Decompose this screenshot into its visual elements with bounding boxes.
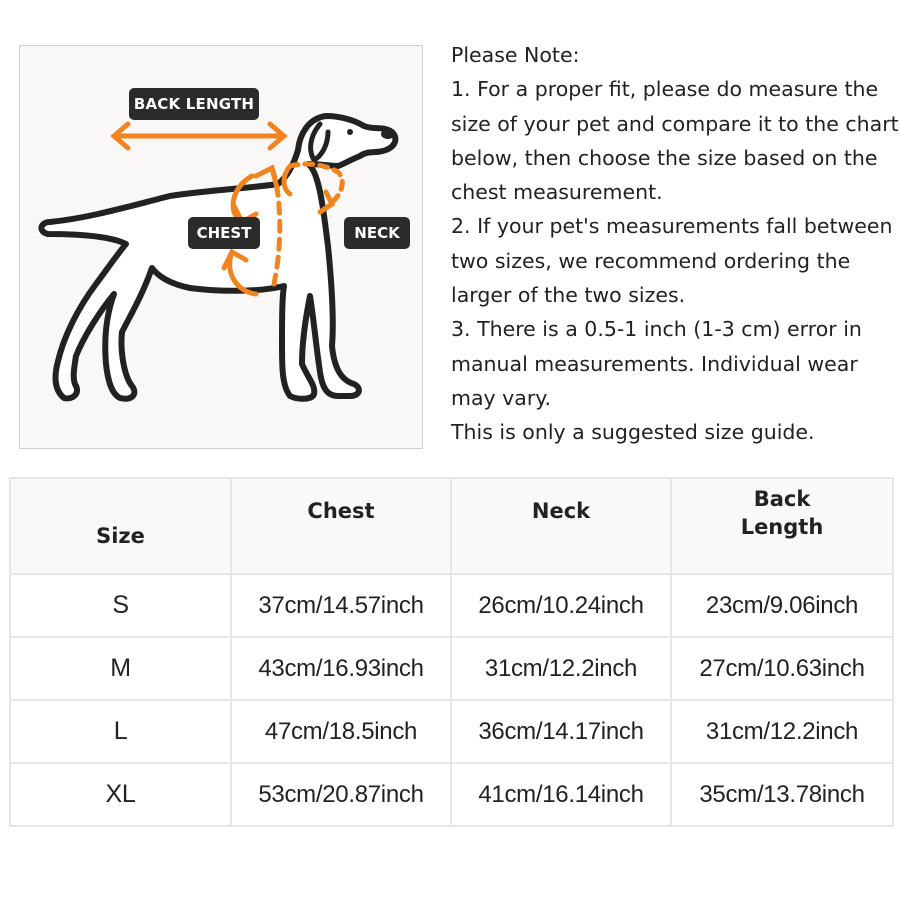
cell-neck: 31cm/12.2inch	[451, 637, 671, 700]
dog-measurement-diagram	[19, 45, 423, 449]
notes-line: may vary.	[451, 385, 552, 410]
cell-chest: 47cm/18.5inch	[231, 700, 451, 763]
cell-neck: 41cm/16.14inch	[451, 763, 671, 826]
notes-heading: Please Note:	[451, 43, 580, 67]
notes-line: 2. If your pet's measurements fall between	[451, 214, 893, 239]
size-guide-notes	[451, 38, 899, 450]
header-chest: Chest	[231, 478, 451, 574]
cell-size: L	[10, 700, 231, 763]
notes-line: below, then choose the size based on the	[451, 145, 878, 170]
header-back-length-line2: Length	[740, 515, 824, 539]
dog-eye	[347, 129, 353, 135]
back-length-arrow	[114, 124, 284, 148]
table-row	[10, 574, 893, 637]
cell-size: M	[10, 637, 231, 700]
notes-line: chest measurement.	[451, 180, 663, 205]
size-chart-table	[9, 477, 894, 827]
table-header-row	[10, 478, 893, 574]
notes-line: size of your pet and compare it to the chart	[451, 111, 899, 136]
dog-nose	[381, 129, 395, 139]
notes-line: manual measurements. Individual wear	[451, 351, 858, 376]
cell-neck: 26cm/10.24inch	[451, 574, 671, 637]
table-row	[10, 637, 893, 700]
cell-chest: 43cm/16.93inch	[231, 637, 451, 700]
cell-back-length: 27cm/10.63inch	[671, 637, 893, 700]
table-row	[10, 763, 893, 826]
neck-label: NECK	[344, 217, 410, 249]
notes-line: two sizes, we recommend ordering the	[451, 248, 851, 273]
cell-back-length: 31cm/12.2inch	[671, 700, 893, 763]
cell-back-length: 35cm/13.78inch	[671, 763, 893, 826]
header-back-length	[671, 478, 893, 574]
table-row	[10, 700, 893, 763]
cell-neck: 36cm/14.17inch	[451, 700, 671, 763]
notes-line: 1. For a proper fit, please do measure the	[451, 77, 879, 102]
cell-chest: 53cm/20.87inch	[231, 763, 451, 826]
notes-line: This is only a suggested size guide.	[451, 420, 815, 445]
cell-back-length: 23cm/9.06inch	[671, 574, 893, 637]
cell-size: S	[10, 574, 231, 637]
header-back-length-line1: Back	[753, 487, 811, 511]
notes-line: larger of the two sizes.	[451, 283, 686, 308]
chest-label: CHEST	[188, 217, 260, 249]
header-neck: Neck	[451, 478, 671, 574]
notes-line: 3. There is a 0.5-1 inch (1-3 cm) error in	[451, 317, 862, 342]
cell-chest: 37cm/14.57inch	[231, 574, 451, 637]
cell-size: XL	[10, 763, 231, 826]
dog-silhouette	[41, 116, 395, 399]
back-length-label: BACK LENGTH	[129, 88, 259, 120]
header-size: Size	[10, 478, 231, 574]
